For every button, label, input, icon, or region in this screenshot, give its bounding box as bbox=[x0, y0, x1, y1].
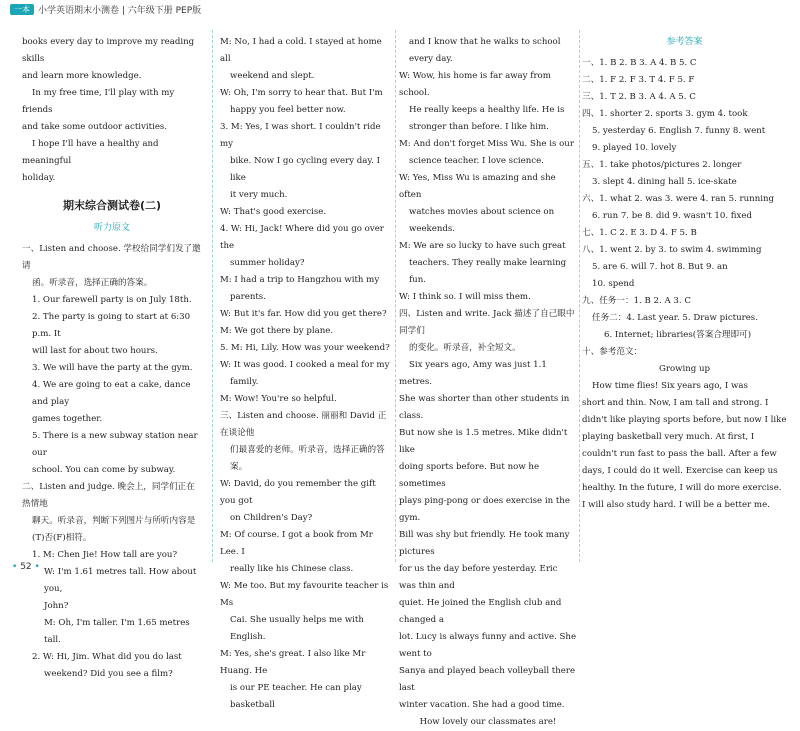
column-2 bbox=[220, 34, 390, 714]
text-line: M: Of course. I got a book from Mr Lee. I bbox=[220, 530, 373, 557]
text-line: doing sports before. But now he sometimes bbox=[399, 462, 540, 489]
text-line: M: We got there by plane. bbox=[220, 326, 334, 336]
text-line: 一、1. B 2. B 3. A 4. B 5. C bbox=[582, 58, 697, 68]
text-line: family. bbox=[230, 377, 259, 387]
text-line: is our PE teacher. He can play basketball bbox=[230, 683, 362, 710]
text-line: on Children's Day? bbox=[230, 513, 313, 523]
text-line: 听力原文 bbox=[93, 223, 130, 233]
text-line: school. You can come by subway. bbox=[32, 465, 176, 475]
text-line: healthy. In the future, I will do more exercise. bbox=[582, 483, 782, 493]
text-line: She was shorter than other students in class. bbox=[399, 394, 570, 421]
text-line: 四、Listen and write. Jack 描述了自己眼中同学们 bbox=[399, 309, 575, 336]
text-line: 5. are 6. will 7. hot 8. But 9. an bbox=[592, 262, 728, 272]
text-line: W: I think so. I will miss them. bbox=[399, 292, 531, 302]
text-line: 四、1. shorter 2. sports 3. gym 4. took bbox=[582, 109, 748, 119]
text-line: 参考答案 bbox=[666, 37, 703, 47]
text-line: will last for about two hours. bbox=[32, 346, 158, 356]
text-line: it very much. bbox=[230, 190, 288, 200]
text-line: 2. W: Hi, Jim. What did you do last bbox=[32, 652, 182, 662]
page-header bbox=[10, 2, 201, 16]
text-line: watches movies about science on weekends. bbox=[409, 207, 555, 234]
text-line: 七、1. C 2. E 3. D 4. F 5. B bbox=[582, 228, 697, 238]
text-line: W: David, do you remember the gift you got bbox=[220, 479, 376, 506]
column-1 bbox=[22, 34, 202, 683]
text-line: days, I could do it well. Exercise can keep us bbox=[582, 466, 778, 476]
column-divider bbox=[395, 30, 396, 562]
text-line: Bill was shy but friendly. He took many pictures bbox=[399, 530, 570, 557]
brand-logo: 一本 bbox=[10, 4, 34, 15]
text-line: M: Yes, she's great. I also like Mr Huang. He bbox=[220, 649, 366, 676]
text-line: 们最喜爱的老师。听录音，选择正确的答案。 bbox=[230, 445, 385, 472]
text-line: W: Me too. But my favourite teacher is Ms bbox=[220, 581, 389, 608]
column-3 bbox=[399, 34, 577, 731]
text-line: winter vacation. She had a good time. bbox=[399, 700, 565, 710]
text-line: 4. W: Hi, Jack! Where did you go over the bbox=[220, 224, 384, 251]
text-line: 二、1. F 2. F 3. T 4. F 5. F bbox=[582, 75, 695, 85]
text-line: M: And don't forget Miss Wu. She is our bbox=[399, 139, 574, 149]
text-line: W: That's good exercise. bbox=[220, 207, 327, 217]
text-line: books every day to improve my reading skills bbox=[22, 37, 195, 64]
text-line: 1. Our farewell party is on July 18th. bbox=[32, 295, 192, 305]
text-line: How time flies! Six years ago, I was bbox=[592, 381, 748, 391]
text-line: W: Oh, I'm sorry to hear that. But I'm bbox=[220, 88, 383, 98]
text-line: parents. bbox=[230, 292, 266, 302]
text-line: 十、参考范文： bbox=[582, 347, 643, 357]
text-line: 三、Listen and choose. 丽丽和 David 正在谈论他 bbox=[220, 411, 387, 438]
text-line: for us the day before yesterday. Eric was thin and bbox=[399, 564, 558, 591]
column-4 bbox=[582, 34, 787, 514]
text-line: 3. M: Yes, I was short. I couldn't ride my bbox=[220, 122, 381, 149]
text-line: 4. We are going to eat a cake, dance and play bbox=[32, 380, 191, 407]
text-line: M: We are so lucky to have such great bbox=[399, 241, 566, 251]
text-line: 的变化。听录音，补全短文。 bbox=[409, 343, 521, 353]
text-line: weekend? Did you see a film? bbox=[44, 669, 173, 679]
text-line: Cai. She usually helps me with English. bbox=[230, 615, 364, 642]
text-line: 任务二：4. Last year. 5. Draw pictures. bbox=[592, 313, 758, 323]
text-line: 9. played 10. lovely bbox=[592, 143, 677, 153]
text-line: 1. M: Chen Jie! How tall are you? bbox=[32, 550, 178, 560]
page-number: • 52 • bbox=[12, 562, 40, 572]
text-line: weekend and slept. bbox=[230, 71, 315, 81]
text-line: lot. Lucy is always funny and active. She went to bbox=[399, 632, 577, 659]
text-line: 二、Listen and judge. 晚会上，同学们正在热情地 bbox=[22, 482, 195, 509]
text-line: 3. We will have the party at the gym. bbox=[32, 363, 193, 373]
text-line: science teacher. I love science. bbox=[409, 156, 544, 166]
text-line: 5. There is a new subway station near our bbox=[32, 431, 198, 458]
text-line: 6. Internet; libraries(答案合理即可) bbox=[604, 330, 752, 340]
text-line: John? bbox=[44, 601, 69, 611]
text-line: M: No, I had a cold. I stayed at home all bbox=[220, 37, 382, 64]
text-line: 6. run 7. be 8. did 9. wasn't 10. fixed bbox=[592, 211, 752, 221]
text-line: (T)否(F)相符。 bbox=[32, 533, 92, 543]
text-line: Six years ago, Amy was just 1.1 metres. bbox=[399, 360, 547, 387]
text-line: couldn't run fast to pass the ball. After a few bbox=[582, 449, 777, 459]
column-divider bbox=[579, 30, 580, 562]
text-line: really like his Chinese class. bbox=[230, 564, 354, 574]
text-line: and learn more knowledge. bbox=[22, 71, 142, 81]
text-line: W: Yes, Miss Wu is amazing and she often bbox=[399, 173, 556, 200]
column-divider bbox=[212, 30, 213, 562]
text-line: W: It was good. I cooked a meal for my bbox=[220, 360, 390, 370]
text-line: and I know that he walks to school bbox=[409, 37, 561, 47]
text-line: 六、1. what 2. was 3. were 4. ran 5. running bbox=[582, 194, 775, 204]
text-line: M: Wow! You're so helpful. bbox=[220, 394, 337, 404]
text-line: didn't like playing sports before, but now I like bbox=[582, 415, 787, 425]
text-line: Growing up bbox=[658, 364, 711, 374]
text-line: plays ping-pong or does exercise in the gym. bbox=[399, 496, 570, 523]
text-line: every day. bbox=[409, 54, 453, 64]
text-line: teachers. They really make learning fun. bbox=[409, 258, 567, 285]
text-line: 3. slept 4. dining hall 5. ice-skate bbox=[592, 177, 737, 187]
text-line: games together. bbox=[32, 414, 103, 424]
text-line: playing basketball very much. At first, I bbox=[582, 432, 755, 442]
text-line: M: Oh, I'm taller. I'm 1.65 metres tall. bbox=[44, 618, 190, 645]
text-line: 八、1. went 2. by 3. to swim 4. swimming bbox=[582, 245, 762, 255]
text-line: 10. spend bbox=[592, 279, 635, 289]
text-line: quiet. He joined the English club and changed a bbox=[399, 598, 562, 625]
text-line: 5. yesterday 6. English 7. funny 8. went bbox=[592, 126, 766, 136]
text-line: W: Wow, his home is far away from school. bbox=[399, 71, 551, 98]
text-line: bike. Now I go cycling every day. I like bbox=[230, 156, 380, 183]
text-line: I hope I'll have a healthy and meaningful bbox=[22, 139, 159, 166]
text-line: and take some outdoor activities. bbox=[22, 122, 168, 132]
text-line: W: But it's far. How did you get there? bbox=[220, 309, 387, 319]
text-line: He really keeps a healthy life. He is bbox=[409, 105, 565, 115]
text-line: 函。听录音，选择正确的答案。 bbox=[32, 278, 153, 288]
text-line: I will also study hard. I will be a better me. bbox=[582, 500, 770, 510]
text-line: happy you feel better now. bbox=[230, 105, 346, 115]
text-line: 期末综合测试卷(二) bbox=[62, 199, 162, 212]
text-line: holiday. bbox=[22, 173, 56, 183]
text-line: 三、1. T 2. B 3. A 4. A 5. C bbox=[582, 92, 696, 102]
text-line: How lovely our classmates are! bbox=[419, 717, 557, 727]
text-line: 九、任务一：1. B 2. A 3. C bbox=[582, 296, 691, 306]
text-line: M: I had a trip to Hangzhou with my bbox=[220, 275, 380, 285]
text-line: 聊天。听录音，判断下列图片与所听内容是 bbox=[32, 516, 196, 526]
text-line: stronger than before. I like him. bbox=[409, 122, 549, 132]
text-line: But now she is 1.5 metres. Mike didn't like bbox=[399, 428, 568, 455]
text-line: summer holiday? bbox=[230, 258, 305, 268]
header-title: 小学英语期末小测卷 | 六年级下册 PEP版 bbox=[38, 5, 202, 16]
text-line: 一、Listen and choose. 学校给同学们发了邀请 bbox=[22, 244, 201, 271]
text-line: 五、1. take photos/pictures 2. longer bbox=[582, 160, 742, 170]
text-line: 5. M: Hi, Lily. How was your weekend? bbox=[220, 343, 390, 353]
text-line: Sanya and played beach volleyball there last bbox=[399, 666, 576, 693]
text-line: In my free time, I'll play with my friends bbox=[22, 88, 175, 115]
text-line: W: I'm 1.61 metres tall. How about you, bbox=[44, 567, 197, 594]
text-line: 2. The party is going to start at 6:30 p.m. It bbox=[32, 312, 191, 339]
text-line: short and thin. Now, I am tall and strong. I bbox=[582, 398, 769, 408]
